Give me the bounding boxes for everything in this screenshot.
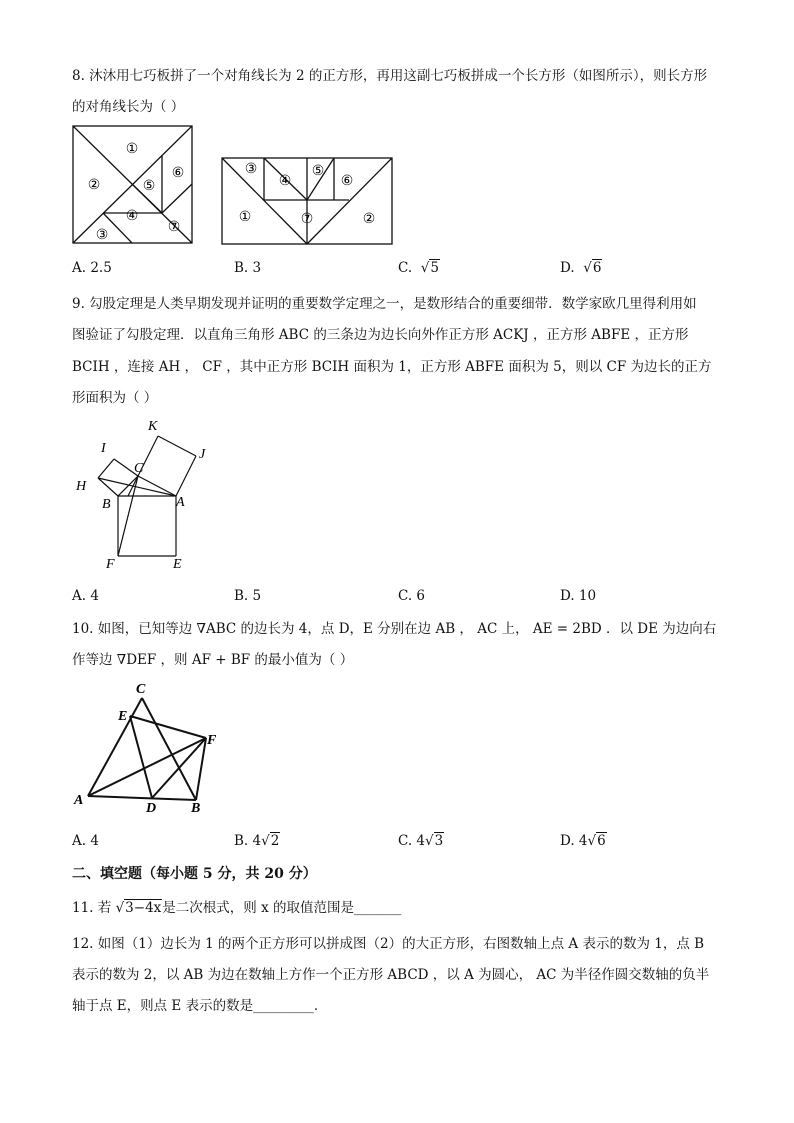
q8-rect-label-4: ④ bbox=[278, 174, 292, 189]
q8-rect-label-2: ② bbox=[362, 212, 376, 227]
q10-option-a: A. 4 bbox=[72, 833, 99, 849]
q9-label-k: K bbox=[148, 419, 158, 434]
q9-label-h: H bbox=[76, 479, 87, 494]
q9-label-a: A bbox=[176, 495, 185, 510]
q9-option-a: A. 4 bbox=[72, 588, 99, 604]
q9-line3: BCIH ，连接 AH ， CF ，其中正方形 BCIH 面积为 1，正方形 ABFE 面积为 5，则以 CF 为边长的正方 bbox=[72, 359, 712, 375]
q12-line3: 轴于点 E，则点 E 表示的数是_________． bbox=[72, 998, 328, 1014]
q8-sq-label-4: ④ bbox=[125, 209, 139, 224]
q10-label-d: D bbox=[146, 801, 157, 816]
q8-rect-label-6: ⑥ bbox=[340, 174, 354, 189]
q8-sq-label-2: ② bbox=[87, 178, 101, 193]
section-2-title: 二、填空题（每小题 5 分，共 20 分） bbox=[72, 866, 317, 882]
q10-triangle-figure bbox=[72, 678, 222, 816]
q8-sq-label-5: ⑤ bbox=[142, 179, 156, 194]
q10-line2: 作等边 ∇DEF ，则 AF + BF 的最小值为（ ） bbox=[72, 652, 354, 668]
q10-label-b: B bbox=[191, 801, 201, 816]
q9-line4: 形面积为（ ） bbox=[72, 390, 158, 406]
q10-label-f: F bbox=[207, 733, 217, 748]
q8-rect-label-1: ① bbox=[238, 210, 252, 225]
q9-label-j: J bbox=[199, 447, 206, 462]
q9-label-e: E bbox=[173, 557, 182, 572]
q8-line2: 的对角线长为（ ） bbox=[72, 99, 185, 115]
q10-label-c: C bbox=[136, 682, 146, 697]
q11-line: 11. 若 √3−4x是二次根式，则 x 的取值范围是_______ bbox=[72, 900, 402, 916]
q8-line1: 8. 沐沐用七巧板拼了一个对角线长为 2 的正方形，再用这副七巧板拼成一个长方形（如图所示），则长方形 bbox=[72, 68, 708, 84]
q8-option-c: C. √5 bbox=[398, 260, 439, 276]
q12-line2: 表示的数为 2，以 AB 为边在数轴上方作一个正方形 ABCD ，以 A 为圆心， AC 为半径作圆交数轴的负半 bbox=[72, 967, 710, 983]
q9-option-d: D. 10 bbox=[560, 588, 597, 604]
q8-rect-label-3: ③ bbox=[244, 162, 258, 177]
q8-sq-label-1: ① bbox=[125, 142, 139, 157]
q8-option-b: B. 3 bbox=[234, 260, 262, 276]
q10-label-e: E bbox=[118, 709, 128, 724]
q9-label-f: F bbox=[106, 557, 115, 572]
q10-line1: 10. 如图，已知等边 ∇ABC 的边长为 4，点 D，E 分别在边 AB ， AC 上， AE = 2BD ．以 DE 为边向右 bbox=[72, 621, 717, 637]
q8-rect-label-5: ⑤ bbox=[311, 164, 325, 179]
q10-label-a: A bbox=[74, 793, 84, 808]
q8-rect-label-7: ⑦ bbox=[300, 212, 314, 227]
q9-label-i: I bbox=[101, 441, 106, 456]
q8-sq-label-7: ⑦ bbox=[167, 220, 181, 235]
q9-line2: 图验证了勾股定理．以直角三角形 ABC 的三条边为边长向外作正方形 ACKJ ，正方形 ABFE ，正方形 bbox=[72, 327, 689, 343]
q9-line1: 9. 勾股定理是人类早期发现并证明的重要数学定理之一，是数形结合的重要细带．数学家欧几里得利用如 bbox=[72, 296, 697, 312]
q8-tangram-rectangle-figure bbox=[221, 157, 393, 245]
q12-line1: 12. 如图（1）边长为 1 的两个正方形可以拼成图（2）的大正方形，右图数轴上点 A 表示的数为 1，点 B bbox=[72, 936, 705, 952]
q9-label-b: B bbox=[102, 497, 111, 512]
q8-tangram-square-figure bbox=[72, 125, 194, 245]
q10-option-c: C. 4√3 bbox=[398, 833, 444, 849]
q9-label-c: C bbox=[134, 461, 144, 476]
q10-option-b: B. 4√2 bbox=[234, 833, 280, 849]
q9-euclid-figure bbox=[72, 414, 218, 576]
q9-option-b: B. 5 bbox=[234, 588, 262, 604]
q10-option-d: D. 4√6 bbox=[560, 833, 606, 849]
q8-option-d: D. √6 bbox=[560, 260, 602, 276]
q8-option-a: A. 2.5 bbox=[72, 260, 112, 276]
q8-sq-label-3: ③ bbox=[95, 228, 109, 243]
q9-option-c: C. 6 bbox=[398, 588, 426, 604]
q8-sq-label-6: ⑥ bbox=[171, 166, 185, 181]
